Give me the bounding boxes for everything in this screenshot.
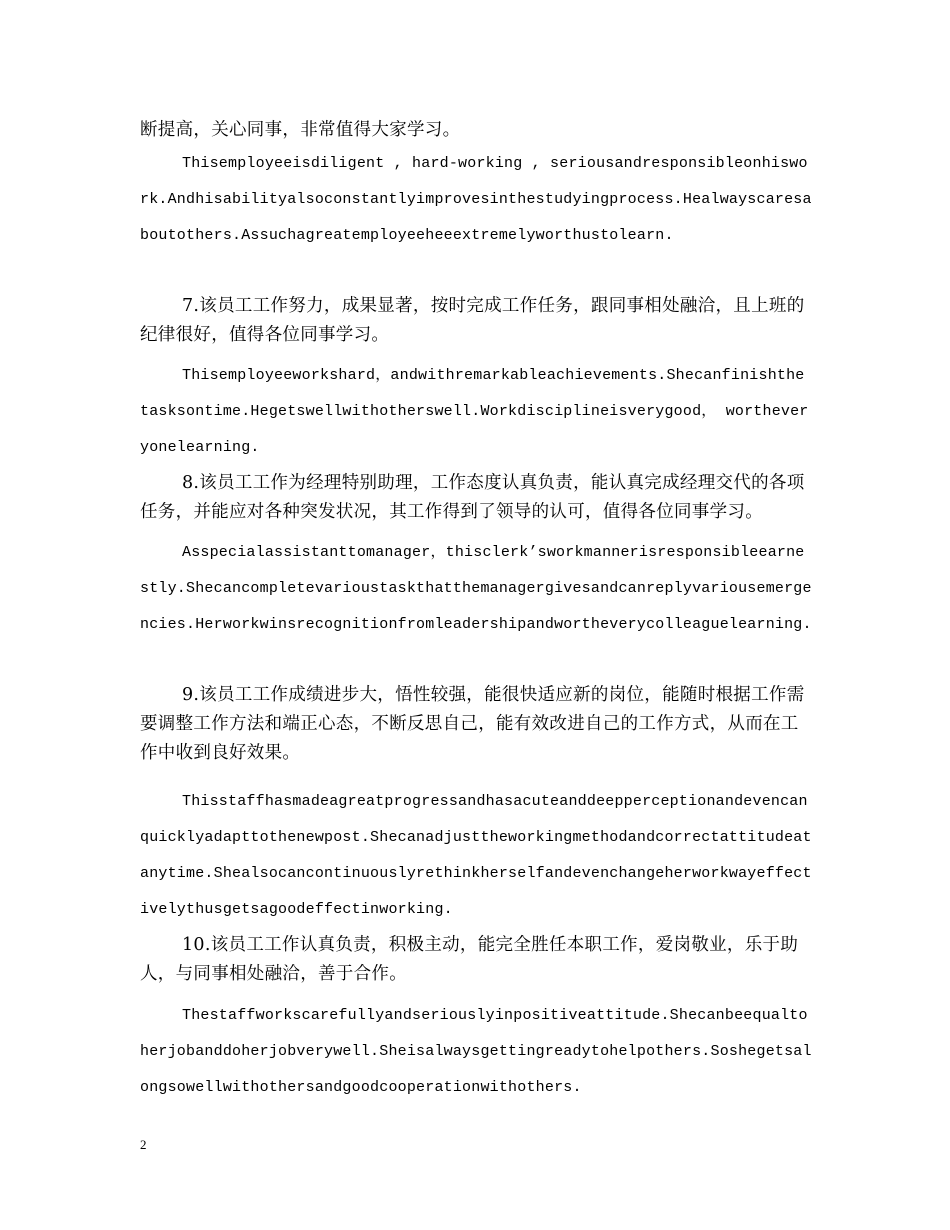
paragraph-en-translation: Thisemployeeisdiligent , hard-working , seriousandresponsibleonhiswork.Andhisabilityalsoconstantlyimprovesinthestudyingprocess.Healwayscaresaboutothers.Assuchagreatemployeeheeextremelyworthustolearn. bbox=[140, 155, 812, 244]
paragraph-en-item-8: Asspecialassistanttomanager，thisclerk’sworkmannerisresponsibleearnestly.Shecancompletevarioustaskthatthemanagergivesandcanreplyvariousemergencies.Herworkwinsrecognitionfromleadershipandwortheverycolleaguelearning. bbox=[140, 544, 812, 633]
paragraph-zh-item-9: 9.该员工工作成绩进步大，悟性较强，能很快适应新的岗位，能随时根据工作需要调整工作方法和端正心态，不断反思自己，能有效改进自己的工作方式，从而在工作中收到良好效果。 bbox=[140, 685, 805, 763]
paragraph-zh-item-7: 7.该员工工作努力，成果显著，按时完成工作任务，跟同事相处融洽，且上班的纪律很好，值得各位同事学习。 bbox=[140, 296, 805, 345]
paragraph-en-item-9: Thisstaffhasmadeagreatprogressandhasacuteanddeepperceptionandevencanquicklyadapttothenewpost.Shecanadjusttheworkingmethodandcorrectattitudeatanytime.Shealsocancontinuouslyrethinkherselfandevenchangeherworkwayeffectivelythusgetsagoodeffectinworking. bbox=[140, 793, 812, 918]
paragraph-zh-item-8: 8.该员工工作为经理特别助理，工作态度认真负责，能认真完成经理交代的各项任务，并能应对各种突发状况，其工作得到了领导的认可，值得各位同事学习。 bbox=[140, 473, 805, 522]
page-number: 2 bbox=[140, 1137, 147, 1152]
paragraph-en-item-7: Thisemployeeworkshard，andwithremarkableachievements.Shecanfinishthetasksontime.Hegetswellwithotherswell.Workdisciplineisverygood， wortheveryonelearning. bbox=[140, 367, 809, 456]
paragraph-zh-item-10: 10.该员工工作认真负责，积极主动，能完全胜任本职工作，爱岗敬业，乐于助人，与同事相处融洽，善于合作。 bbox=[140, 935, 799, 984]
paragraph-en-item-10: Thestaffworkscarefullyandseriouslyinpositiveattitude.Shecanbeequaltoherjobanddoherjobverywell.Sheisalwaysgettingreadytohelpothers.Soshegetsalongsowellwithothersandgoodcooperationwithothers. bbox=[140, 1007, 812, 1096]
paragraph-zh-continuation: 断提高，关心同事，非常值得大家学习。 bbox=[140, 120, 461, 140]
